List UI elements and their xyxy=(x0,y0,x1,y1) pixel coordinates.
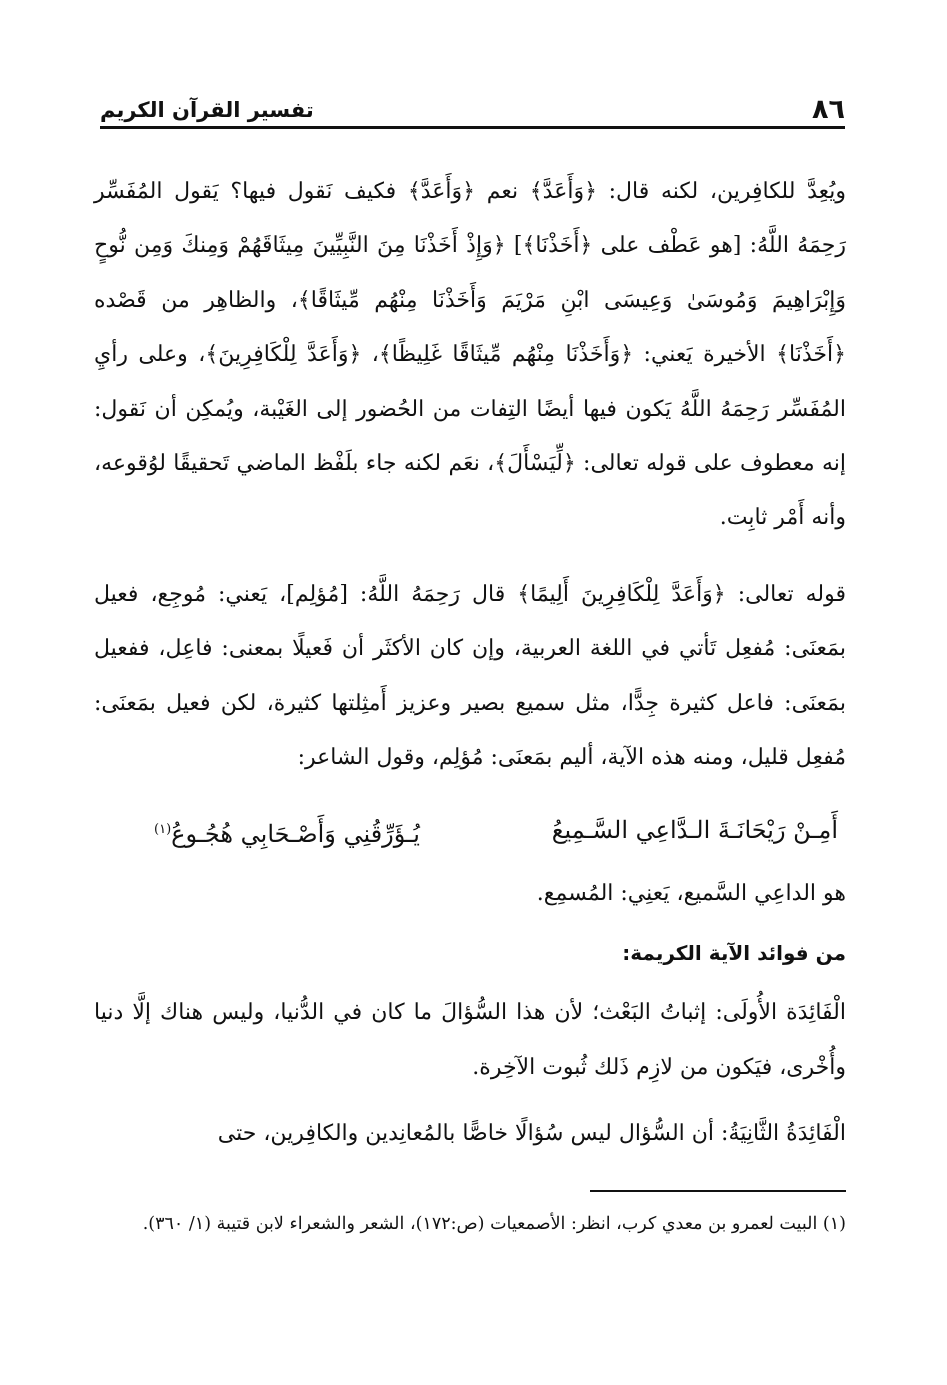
header-rule xyxy=(100,126,845,129)
page-number: ٨٦ xyxy=(812,94,845,125)
benefit-1-label: الْفَائِدَة الأُولَى: xyxy=(715,1000,846,1026)
page-body xyxy=(94,165,846,1162)
verse-first-hemistich: أَمِـنْ رَيْحَانَـةَ الـدَّاعِي السَّـمِيعُ xyxy=(551,816,838,845)
running-title: تفسير القرآن الكريم xyxy=(100,98,314,122)
footnote-mark: (١) xyxy=(154,822,172,838)
footnote-text: (١) البيت لعمرو بن معدي كرب، انظر: الأصمعيات (ص:١٧٢)، الشعر والشعراء لابن قتيبة (١/ ٣٦٠). xyxy=(142,1214,846,1234)
section-heading: من فوائد الآية الكريمة: xyxy=(622,940,846,965)
paragraph-3: هو الداعِي السَّميع، يَعنِي: المُسمِع. xyxy=(536,881,846,907)
footnote-rule xyxy=(590,1190,846,1192)
paragraph-2: قوله تعالى: ﴿وَأَعَدَّ لِلْكَافِرِينَ أَلِيمًا﴾ قال رَحِمَهُ اللَّهُ: [مُؤلِم]، يَعني: مُوجِع، فعيل بمَعنَى: مُفعِل تَأتي في اللغة العربية، وإن كان الأكثَر أن فَعيلًا بمعنى: فاعِل، ففعيل بمَعنَى: فاعل كثيرة جِدًّا، مثل سميع بصير وعزيز أَمثِلتها كثيرة، لكن فعيل بمَعنَى: مُفعِل قليل، ومنه هذه الآية، أليم بمَعنَى: مُؤلِم، وقول الشاعر: xyxy=(94,581,846,771)
footnote xyxy=(94,1208,846,1241)
paragraph-1: ويُعِدَّ للكافِرين، لكنه قال: ﴿وَأَعَدَّ﴾ نعم ﴿وَأَعَدَّ﴾ فكيف نَقول فيها؟ يَقول المُفَسِّر رَحِمَهُ اللَّهُ: [هو عَطْف على ﴿أَخَذْنَا﴾] ﴿وَإِذْ أَخَذْنَا مِنَ النَّبِيِّينَ مِيثَاقَهُمْ وَمِنكَ وَمِن نُّوحٍ وَإِبْرَاهِيمَ وَمُوسَىٰ وَعِيسَى ابْنِ مَرْيَمَ وَأَخَذْنَا مِنْهُم مِّيثَاقًا﴾، والظاهِر من قَصْده ﴿أَخَذْنَا﴾ الأخيرة يَعني: ﴿وَأَخَذْنَا مِنْهُم مِّيثَاقًا غَلِيظًا﴾، ﴿وَأَعَدَّ لِلْكَافِرِينَ﴾، وعلى رأيِ المُفَسِّر رَحِمَهُ اللَّهُ يَكون فيها أيضًا التِفات من الحُضور إلى الغَيْبة، ويُمكِن أن نَقول: إنه معطوف على قوله تعالى: ﴿لِّيَسْأَلَ﴾، نعَم لكنه جاء بلَفْظ الماضي تَحقيقًا لوُقوعه، وأنه أَمْر ثابِت. xyxy=(94,179,846,531)
poetry-verse xyxy=(94,803,846,861)
benefit-1-text: إثباتُ البَعْث؛ لأن هذا السُّؤالَ ما كان في الدُّنيا، وليس هناك إلَّا دنيا وأُخْرى، فيَكون من لازِم ذَلك ثُبوت الآخِرة. xyxy=(94,1000,846,1080)
benefit-2-label: الْفَائِدَةُ الثَّانِيَةُ: xyxy=(721,1121,846,1147)
verse-second-hemistich: يُـؤَرِّقُنِي وَأَصْـحَابِي هُجُـوعُ$^{(١)}$ xyxy=(154,820,420,849)
benefit-2 xyxy=(94,1107,846,1161)
benefit-1 xyxy=(94,986,846,1095)
benefit-2-text: أن السُّؤال ليس سُؤالًا خاصًّا بالمُعانِدين والكافِرين، حتى xyxy=(217,1121,715,1147)
